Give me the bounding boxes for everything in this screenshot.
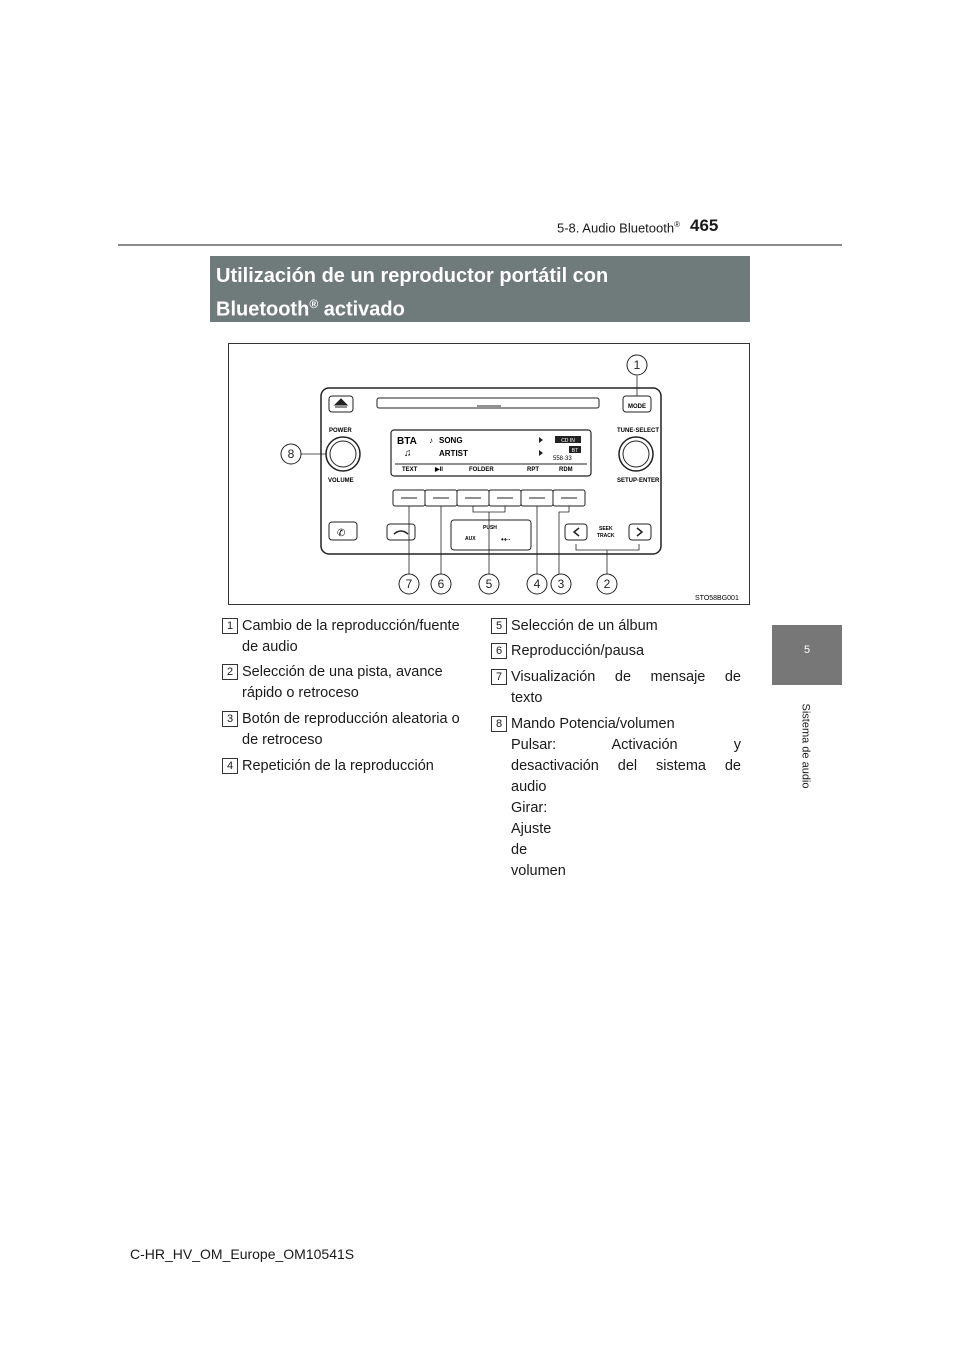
section-title: Utilización de un reproductor portátil con Bluetooth® activado	[210, 256, 750, 322]
volume-label: VOLUME	[328, 478, 354, 484]
svg-text:6: 6	[437, 577, 445, 591]
tune-select-knob	[619, 437, 653, 471]
svg-text:RPT: RPT	[527, 467, 539, 473]
svg-text:RDM: RDM	[559, 467, 573, 473]
svg-text:BT: BT	[571, 448, 579, 454]
svg-text:FOLDER: FOLDER	[469, 467, 494, 473]
svg-text:7: 7	[405, 577, 413, 591]
header-rule	[118, 244, 842, 246]
display-note-icon: ♪	[429, 436, 433, 445]
display-time: 558·33	[553, 456, 572, 462]
setup-enter-label: SETUP·ENTER	[617, 478, 660, 484]
figure-code: STO58BG001	[695, 595, 739, 602]
audio-unit-figure	[228, 343, 750, 605]
svg-text:3: 3	[557, 577, 565, 591]
tune-select-label: TUNE·SELECT	[617, 428, 659, 434]
svg-text:TEXT: TEXT	[402, 467, 418, 473]
mode-label: MODE	[628, 404, 646, 410]
svg-text:5: 5	[485, 577, 493, 591]
phone-icon: ✆	[337, 528, 346, 539]
page-number: 465	[690, 216, 719, 235]
svg-text:8: 8	[287, 447, 295, 461]
document-code: C-HR_HV_OM_Europe_OM10541S	[130, 1246, 355, 1262]
svg-text:AUX: AUX	[465, 536, 476, 542]
power-volume-knob	[326, 437, 360, 471]
display-song: SONG	[439, 436, 463, 445]
display-artist: ARTIST	[439, 449, 468, 458]
display-bta: BTA	[397, 436, 417, 447]
svg-text:1: 1	[633, 358, 641, 372]
chapter-number: 5	[803, 644, 811, 656]
usb-icon: •⇠	[501, 535, 511, 544]
svg-text:SEEK: SEEK	[599, 526, 613, 532]
display-music-icon: ♫	[404, 448, 412, 459]
svg-text:▶II: ▶II	[435, 467, 443, 473]
svg-text:CD IN: CD IN	[561, 438, 575, 444]
svg-text:4: 4	[533, 577, 541, 591]
svg-text:2: 2	[603, 577, 611, 591]
svg-text:PUSH: PUSH	[483, 525, 497, 531]
svg-text:TRACK: TRACK	[597, 533, 615, 539]
power-label: POWER	[329, 428, 352, 434]
section-header: 5-8. Audio Bluetooth®	[557, 220, 680, 236]
chapter-title: Sistema de audio	[799, 703, 812, 789]
